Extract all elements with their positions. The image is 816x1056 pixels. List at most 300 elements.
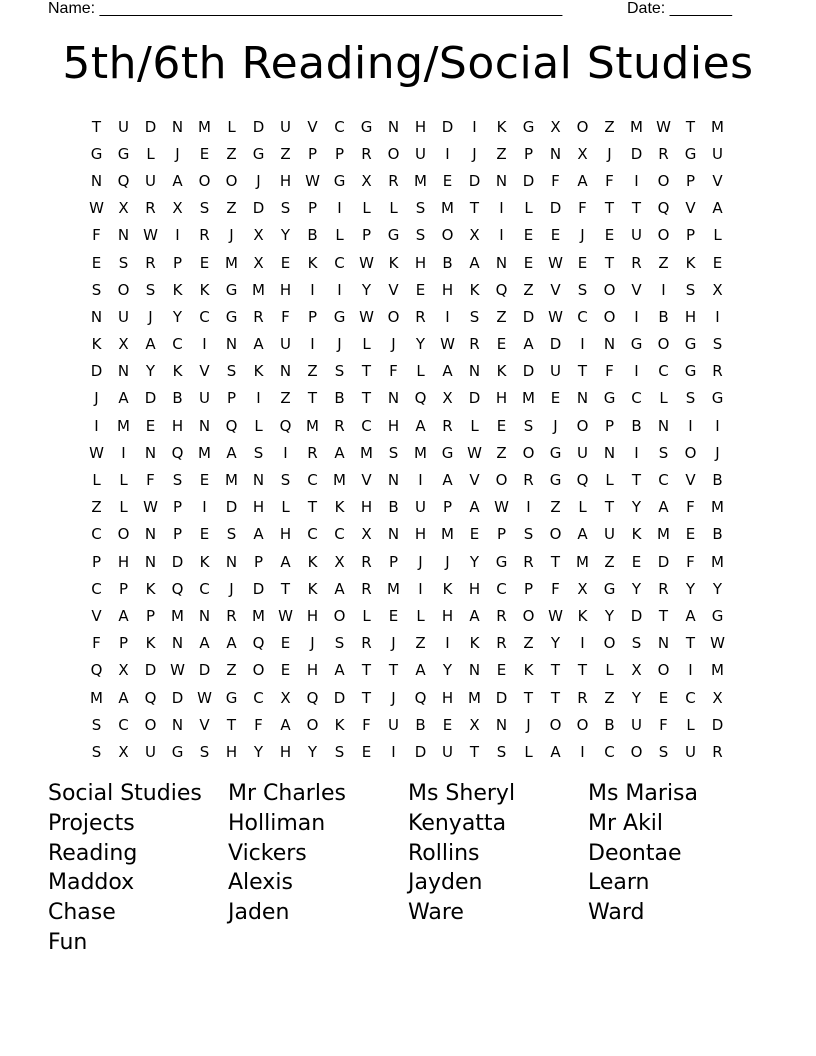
grid-letter[interactable]: S [658, 443, 669, 462]
grid-letter[interactable]: Z [496, 307, 507, 326]
grid-letter[interactable]: E [712, 253, 723, 272]
grid-letter[interactable]: B [442, 253, 453, 272]
grid-letter[interactable]: J [526, 715, 531, 734]
grid-letter[interactable]: X [469, 226, 480, 245]
grid-letter[interactable]: G [603, 389, 616, 408]
grid-letter[interactable]: N [387, 471, 400, 490]
grid-letter[interactable]: I [445, 634, 450, 653]
grid-letter[interactable]: A [469, 253, 480, 272]
grid-letter[interactable]: O [387, 307, 400, 326]
grid-letter[interactable]: I [580, 335, 585, 354]
grid-letter[interactable]: Y [631, 688, 642, 707]
grid-letter[interactable]: L [281, 498, 290, 517]
grid-letter[interactable]: E [631, 552, 642, 571]
grid-letter[interactable]: V [550, 280, 561, 299]
grid-letter[interactable]: P [91, 552, 102, 571]
grid-letter[interactable]: A [118, 389, 129, 408]
grid-letter[interactable]: S [469, 307, 480, 326]
grid-letter[interactable]: O [549, 525, 562, 544]
grid-letter[interactable]: I [391, 742, 396, 761]
grid-letter[interactable]: K [631, 525, 642, 544]
grid-letter[interactable]: X [631, 661, 642, 680]
grid-letter[interactable]: N [603, 335, 616, 354]
grid-letter[interactable]: R [361, 552, 372, 571]
grid-letter[interactable]: Q [657, 199, 670, 218]
grid-letter[interactable]: N [144, 443, 157, 462]
grid-letter[interactable]: M [522, 389, 535, 408]
grid-letter[interactable]: X [280, 688, 291, 707]
grid-letter[interactable]: T [685, 634, 696, 653]
grid-letter[interactable]: N [387, 525, 400, 544]
grid-letter[interactable]: J [607, 144, 612, 163]
grid-letter[interactable]: O [387, 144, 400, 163]
grid-letter[interactable]: E [199, 144, 210, 163]
grid-letter[interactable]: O [657, 335, 670, 354]
grid-letter[interactable]: B [307, 226, 318, 245]
grid-letter[interactable]: H [387, 416, 400, 435]
grid-letter[interactable]: P [226, 389, 237, 408]
grid-letter[interactable]: T [361, 661, 372, 680]
grid-letter[interactable]: G [630, 335, 643, 354]
grid-letter[interactable]: N [387, 389, 400, 408]
grid-letter[interactable]: K [334, 715, 345, 734]
grid-letter[interactable]: N [171, 634, 184, 653]
grid-letter[interactable]: J [391, 335, 396, 354]
grid-letter[interactable]: X [361, 525, 372, 544]
grid-letter[interactable]: A [280, 552, 291, 571]
grid-letter[interactable]: V [631, 280, 642, 299]
grid-letter[interactable]: R [361, 579, 372, 598]
grid-letter[interactable]: Q [414, 389, 427, 408]
grid-letter[interactable]: S [496, 742, 507, 761]
grid-letter[interactable]: M [711, 117, 724, 136]
grid-letter[interactable]: Z [604, 117, 615, 136]
grid-letter[interactable]: A [442, 471, 453, 490]
grid-letter[interactable]: I [94, 416, 99, 435]
grid-letter[interactable]: G [117, 144, 130, 163]
grid-letter[interactable]: K [469, 634, 480, 653]
grid-letter[interactable]: B [388, 498, 399, 517]
grid-letter[interactable]: R [469, 335, 480, 354]
grid-letter[interactable]: J [175, 144, 180, 163]
grid-letter[interactable]: H [360, 498, 373, 517]
grid-letter[interactable]: C [199, 307, 210, 326]
grid-letter[interactable]: K [145, 579, 156, 598]
grid-letter[interactable]: C [253, 688, 264, 707]
grid-letter[interactable]: S [523, 525, 534, 544]
grid-letter[interactable]: G [684, 362, 697, 381]
grid-letter[interactable]: O [603, 307, 616, 326]
grid-letter[interactable]: C [658, 362, 669, 381]
grid-letter[interactable]: I [715, 416, 720, 435]
grid-letter[interactable]: I [283, 443, 288, 462]
grid-letter[interactable]: H [306, 661, 319, 680]
grid-letter[interactable]: Z [496, 144, 507, 163]
grid-letter[interactable]: L [578, 498, 587, 517]
grid-letter[interactable]: E [199, 253, 210, 272]
grid-letter[interactable]: Q [279, 416, 292, 435]
grid-letter[interactable]: H [279, 280, 292, 299]
grid-letter[interactable]: L [227, 117, 236, 136]
grid-letter[interactable]: R [523, 552, 534, 571]
grid-letter[interactable]: G [549, 443, 562, 462]
grid-letter[interactable]: R [442, 416, 453, 435]
grid-letter[interactable]: J [472, 144, 477, 163]
grid-letter[interactable]: V [361, 471, 372, 490]
grid-letter[interactable]: M [360, 443, 373, 462]
grid-letter[interactable]: K [307, 579, 318, 598]
grid-letter[interactable]: E [280, 253, 291, 272]
grid-letter[interactable]: O [657, 226, 670, 245]
grid-letter[interactable]: J [715, 443, 720, 462]
grid-letter[interactable]: W [170, 661, 185, 680]
grid-letter[interactable]: T [361, 688, 372, 707]
grid-letter[interactable]: H [495, 389, 508, 408]
grid-letter[interactable]: U [145, 171, 156, 190]
grid-letter[interactable]: R [226, 606, 237, 625]
grid-letter[interactable]: N [117, 226, 130, 245]
grid-letter[interactable]: B [334, 389, 345, 408]
grid-letter[interactable]: M [306, 416, 319, 435]
grid-letter[interactable]: K [388, 253, 399, 272]
grid-letter[interactable]: N [252, 471, 265, 490]
grid-letter[interactable]: K [442, 579, 453, 598]
grid-letter[interactable]: E [496, 335, 507, 354]
grid-letter[interactable]: Z [496, 443, 507, 462]
grid-letter[interactable]: U [280, 335, 291, 354]
grid-letter[interactable]: G [225, 307, 238, 326]
grid-letter[interactable]: J [391, 688, 396, 707]
grid-letter[interactable]: O [576, 117, 589, 136]
grid-letter[interactable]: E [496, 661, 507, 680]
grid-letter[interactable]: Y [604, 606, 615, 625]
grid-letter[interactable]: G [225, 280, 238, 299]
grid-letter[interactable]: X [469, 715, 480, 734]
grid-letter[interactable]: U [145, 742, 156, 761]
grid-letter[interactable]: Q [171, 579, 184, 598]
grid-letter[interactable]: R [388, 171, 399, 190]
grid-letter[interactable]: A [199, 634, 210, 653]
grid-letter[interactable]: S [280, 199, 291, 218]
grid-letter[interactable]: I [310, 335, 315, 354]
grid-letter[interactable]: Q [576, 471, 589, 490]
grid-letter[interactable]: Z [307, 362, 318, 381]
grid-letter[interactable]: I [688, 661, 693, 680]
grid-letter[interactable]: H [414, 253, 427, 272]
grid-letter[interactable]: J [337, 335, 342, 354]
grid-letter[interactable]: F [146, 471, 155, 490]
grid-letter[interactable]: N [495, 171, 508, 190]
grid-letter[interactable]: J [391, 634, 396, 653]
grid-letter[interactable]: I [688, 416, 693, 435]
grid-letter[interactable]: M [441, 199, 454, 218]
grid-letter[interactable]: E [550, 226, 561, 245]
grid-letter[interactable]: K [496, 117, 507, 136]
grid-letter[interactable]: L [524, 742, 533, 761]
grid-letter[interactable]: F [686, 498, 695, 517]
grid-letter[interactable]: D [225, 498, 238, 517]
grid-letter[interactable]: U [631, 715, 642, 734]
grid-letter[interactable]: E [550, 389, 561, 408]
grid-letter[interactable]: I [175, 226, 180, 245]
grid-letter[interactable]: P [172, 525, 183, 544]
grid-letter[interactable]: Z [415, 634, 426, 653]
grid-letter[interactable]: T [523, 688, 534, 707]
grid-letter[interactable]: G [360, 117, 373, 136]
grid-letter[interactable]: A [415, 416, 426, 435]
grid-letter[interactable]: L [92, 471, 101, 490]
grid-letter[interactable]: H [306, 606, 319, 625]
grid-letter[interactable]: E [388, 606, 399, 625]
grid-letter[interactable]: K [577, 606, 588, 625]
grid-letter[interactable]: P [118, 634, 129, 653]
grid-letter[interactable]: T [280, 579, 291, 598]
grid-letter[interactable]: C [334, 253, 345, 272]
grid-letter[interactable]: D [252, 199, 265, 218]
grid-letter[interactable]: N [495, 715, 508, 734]
grid-letter[interactable]: N [144, 552, 157, 571]
grid-letter[interactable]: D [468, 389, 481, 408]
grid-letter[interactable]: P [388, 552, 399, 571]
grid-letter[interactable]: E [199, 471, 210, 490]
grid-letter[interactable]: U [550, 362, 561, 381]
grid-letter[interactable]: I [256, 389, 261, 408]
grid-letter[interactable]: O [576, 416, 589, 435]
grid-letter[interactable]: S [577, 280, 588, 299]
grid-letter[interactable]: Y [172, 307, 183, 326]
grid-letter[interactable]: F [281, 307, 290, 326]
grid-letter[interactable]: G [333, 171, 346, 190]
grid-letter[interactable]: K [469, 280, 480, 299]
grid-letter[interactable]: R [415, 307, 426, 326]
grid-letter[interactable]: S [253, 443, 264, 462]
grid-letter[interactable]: M [225, 471, 238, 490]
grid-letter[interactable]: E [523, 226, 534, 245]
grid-letter[interactable]: W [278, 606, 293, 625]
grid-letter[interactable]: G [252, 144, 265, 163]
grid-letter[interactable]: A [712, 199, 723, 218]
grid-letter[interactable]: X [172, 199, 183, 218]
grid-letter[interactable]: T [550, 552, 561, 571]
grid-letter[interactable]: O [117, 280, 130, 299]
grid-letter[interactable]: X [118, 661, 129, 680]
grid-letter[interactable]: W [359, 253, 374, 272]
grid-letter[interactable]: H [441, 606, 454, 625]
grid-letter[interactable]: P [307, 307, 318, 326]
grid-letter[interactable]: E [361, 742, 372, 761]
grid-letter[interactable]: E [145, 416, 156, 435]
grid-letter[interactable]: O [495, 471, 508, 490]
grid-letter[interactable]: L [524, 199, 533, 218]
grid-letter[interactable]: R [631, 253, 642, 272]
grid-letter[interactable]: A [415, 661, 426, 680]
grid-letter[interactable]: D [252, 117, 265, 136]
grid-letter[interactable]: W [494, 498, 509, 517]
grid-letter[interactable]: G [711, 606, 724, 625]
grid-letter[interactable]: K [91, 335, 102, 354]
grid-letter[interactable]: T [469, 742, 480, 761]
grid-letter[interactable]: A [550, 742, 561, 761]
grid-letter[interactable]: W [656, 117, 671, 136]
grid-letter[interactable]: D [468, 171, 481, 190]
grid-letter[interactable]: N [576, 389, 589, 408]
grid-letter[interactable]: S [172, 471, 183, 490]
grid-letter[interactable]: P [307, 144, 318, 163]
grid-letter[interactable]: S [91, 742, 102, 761]
grid-letter[interactable]: I [715, 307, 720, 326]
grid-letter[interactable]: I [418, 471, 423, 490]
grid-letter[interactable]: P [253, 552, 264, 571]
grid-letter[interactable]: K [307, 552, 318, 571]
date-field-label[interactable]: Date: _______ [627, 0, 732, 17]
grid-letter[interactable]: C [91, 525, 102, 544]
grid-letter[interactable]: F [92, 226, 101, 245]
grid-letter[interactable]: Y [631, 498, 642, 517]
grid-letter[interactable]: K [496, 362, 507, 381]
grid-letter[interactable]: R [658, 144, 669, 163]
grid-letter[interactable]: V [199, 362, 210, 381]
grid-letter[interactable]: Y [415, 335, 426, 354]
grid-letter[interactable]: N [495, 253, 508, 272]
grid-letter[interactable]: A [334, 443, 345, 462]
grid-letter[interactable]: Q [90, 661, 103, 680]
grid-letter[interactable]: A [280, 715, 291, 734]
grid-letter[interactable]: I [445, 307, 450, 326]
grid-letter[interactable]: I [202, 498, 207, 517]
grid-letter[interactable]: I [445, 144, 450, 163]
grid-letter[interactable]: D [549, 199, 562, 218]
grid-letter[interactable]: O [441, 226, 454, 245]
grid-letter[interactable]: O [198, 171, 211, 190]
grid-letter[interactable]: K [172, 362, 183, 381]
grid-letter[interactable]: V [685, 199, 696, 218]
grid-letter[interactable]: O [603, 280, 616, 299]
grid-letter[interactable]: N [225, 552, 238, 571]
grid-letter[interactable]: R [523, 471, 534, 490]
grid-letter[interactable]: X [118, 335, 129, 354]
grid-letter[interactable]: H [468, 579, 481, 598]
grid-letter[interactable]: Y [712, 579, 723, 598]
grid-letter[interactable]: S [118, 253, 129, 272]
grid-letter[interactable]: T [469, 199, 480, 218]
grid-letter[interactable]: D [522, 362, 535, 381]
grid-letter[interactable]: R [712, 362, 723, 381]
grid-letter[interactable]: I [337, 199, 342, 218]
grid-letter[interactable]: U [118, 117, 129, 136]
grid-letter[interactable]: N [171, 117, 184, 136]
grid-letter[interactable]: R [496, 606, 507, 625]
grid-letter[interactable]: Z [91, 498, 102, 517]
grid-letter[interactable]: L [416, 606, 425, 625]
grid-letter[interactable]: N [603, 443, 616, 462]
grid-letter[interactable]: H [414, 117, 427, 136]
grid-letter[interactable]: W [467, 443, 482, 462]
grid-letter[interactable]: E [91, 253, 102, 272]
grid-letter[interactable]: E [280, 661, 291, 680]
grid-letter[interactable]: N [468, 661, 481, 680]
grid-letter[interactable]: J [148, 307, 153, 326]
grid-letter[interactable]: C [199, 579, 210, 598]
grid-letter[interactable]: X [118, 199, 129, 218]
grid-letter[interactable]: E [442, 715, 453, 734]
grid-letter[interactable]: U [415, 144, 426, 163]
grid-letter[interactable]: T [550, 661, 561, 680]
grid-letter[interactable]: L [254, 416, 263, 435]
grid-letter[interactable]: F [254, 715, 263, 734]
grid-letter[interactable]: J [310, 634, 315, 653]
grid-letter[interactable]: P [118, 579, 129, 598]
grid-letter[interactable]: H [117, 552, 130, 571]
grid-letter[interactable]: G [333, 307, 346, 326]
grid-letter[interactable]: Y [550, 634, 561, 653]
grid-letter[interactable]: I [634, 362, 639, 381]
grid-letter[interactable]: T [658, 606, 669, 625]
grid-letter[interactable]: R [253, 307, 264, 326]
grid-letter[interactable]: J [94, 389, 99, 408]
grid-letter[interactable]: J [580, 226, 585, 245]
grid-letter[interactable]: I [634, 171, 639, 190]
grid-letter[interactable]: A [523, 335, 534, 354]
grid-letter[interactable]: C [334, 525, 345, 544]
grid-letter[interactable]: C [172, 335, 183, 354]
grid-letter[interactable]: X [550, 117, 561, 136]
grid-letter[interactable]: N [90, 307, 103, 326]
grid-letter[interactable]: K [172, 280, 183, 299]
grid-letter[interactable]: J [418, 552, 423, 571]
grid-letter[interactable]: I [418, 579, 423, 598]
grid-letter[interactable]: U [631, 226, 642, 245]
grid-letter[interactable]: L [470, 416, 479, 435]
grid-letter[interactable]: Z [523, 280, 534, 299]
grid-letter[interactable]: L [605, 471, 614, 490]
grid-letter[interactable]: S [226, 525, 237, 544]
grid-letter[interactable]: T [550, 688, 561, 707]
grid-letter[interactable]: S [199, 199, 210, 218]
grid-letter[interactable]: N [198, 416, 211, 435]
grid-letter[interactable]: V [469, 471, 480, 490]
grid-letter[interactable]: C [658, 471, 669, 490]
grid-letter[interactable]: U [415, 498, 426, 517]
grid-letter[interactable]: W [143, 498, 158, 517]
grid-letter[interactable]: S [91, 715, 102, 734]
grid-letter[interactable]: L [605, 661, 614, 680]
grid-letter[interactable]: R [145, 199, 156, 218]
grid-letter[interactable]: S [145, 280, 156, 299]
grid-letter[interactable]: D [630, 606, 643, 625]
grid-letter[interactable]: F [551, 579, 560, 598]
grid-letter[interactable]: Z [226, 144, 237, 163]
grid-letter[interactable]: I [499, 226, 504, 245]
grid-letter[interactable]: M [576, 552, 589, 571]
grid-letter[interactable]: K [523, 661, 534, 680]
grid-letter[interactable]: K [685, 253, 696, 272]
grid-letter[interactable]: L [659, 389, 668, 408]
grid-letter[interactable]: L [362, 199, 371, 218]
grid-letter[interactable]: U [712, 144, 723, 163]
grid-letter[interactable]: W [710, 634, 725, 653]
grid-letter[interactable]: T [604, 253, 615, 272]
grid-letter[interactable]: X [361, 171, 372, 190]
grid-letter[interactable]: X [253, 226, 264, 245]
grid-letter[interactable]: N [117, 362, 130, 381]
grid-letter[interactable]: H [441, 280, 454, 299]
grid-letter[interactable]: Z [604, 552, 615, 571]
grid-letter[interactable]: H [279, 171, 292, 190]
grid-letter[interactable]: E [469, 525, 480, 544]
grid-letter[interactable]: L [362, 335, 371, 354]
grid-letter[interactable]: R [658, 579, 669, 598]
grid-letter[interactable]: W [305, 171, 320, 190]
